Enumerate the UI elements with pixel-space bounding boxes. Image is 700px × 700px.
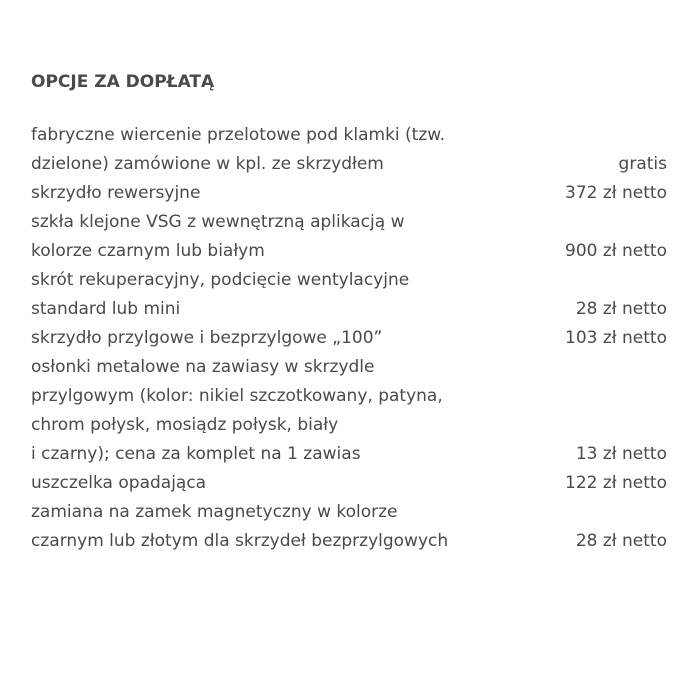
option-description: szkła klejone VSG z wewnętrzną aplikacją w kolorze czarnym lub białym (31, 212, 405, 261)
option-price: 13 zł netto (575, 444, 667, 464)
option-description: skrzydło przylgowe i bezprzylgowe „100” (31, 328, 383, 348)
option-description: uszczelka opadająca (31, 473, 207, 493)
options-list (31, 121, 667, 556)
options-section (31, 70, 667, 556)
option-row (31, 121, 667, 179)
option-price: 372 zł netto (565, 183, 667, 203)
section-heading: OPCJE ZA DOPŁATĄ (31, 72, 215, 92)
option-row (31, 266, 667, 324)
option-row (31, 208, 667, 266)
option-row (31, 469, 667, 498)
option-row (31, 324, 667, 353)
option-price: 28 zł netto (575, 299, 667, 319)
option-description: skrzydło rewersyjne (31, 183, 201, 203)
option-price: 28 zł netto (575, 531, 667, 551)
option-price: 103 zł netto (565, 328, 667, 348)
option-row (31, 353, 667, 469)
option-row (31, 179, 667, 208)
option-description: skrót rekuperacyjny, podcięcie wentylacyjne standard lub mini (31, 270, 410, 319)
option-price: 122 zł netto (565, 473, 667, 493)
option-price: gratis (618, 154, 667, 174)
option-description: osłonki metalowe na zawiasy w skrzydle przylgowym (kolor: nikiel szczotkowany, patyna, chrom połysk, mosiądz połysk, biały i czarny); cena za komplet na 1 zawias (31, 357, 443, 464)
option-description: fabryczne wiercenie przelotowe pod klamki (tzw. dzielone) zamówione w kpl. ze skrzydłem (31, 125, 446, 174)
option-description: zamiana na zamek magnetyczny w kolorze czarnym lub złotym dla skrzydeł bezprzylgowych (31, 502, 449, 551)
option-row (31, 498, 667, 556)
option-price: 900 zł netto (565, 241, 667, 261)
